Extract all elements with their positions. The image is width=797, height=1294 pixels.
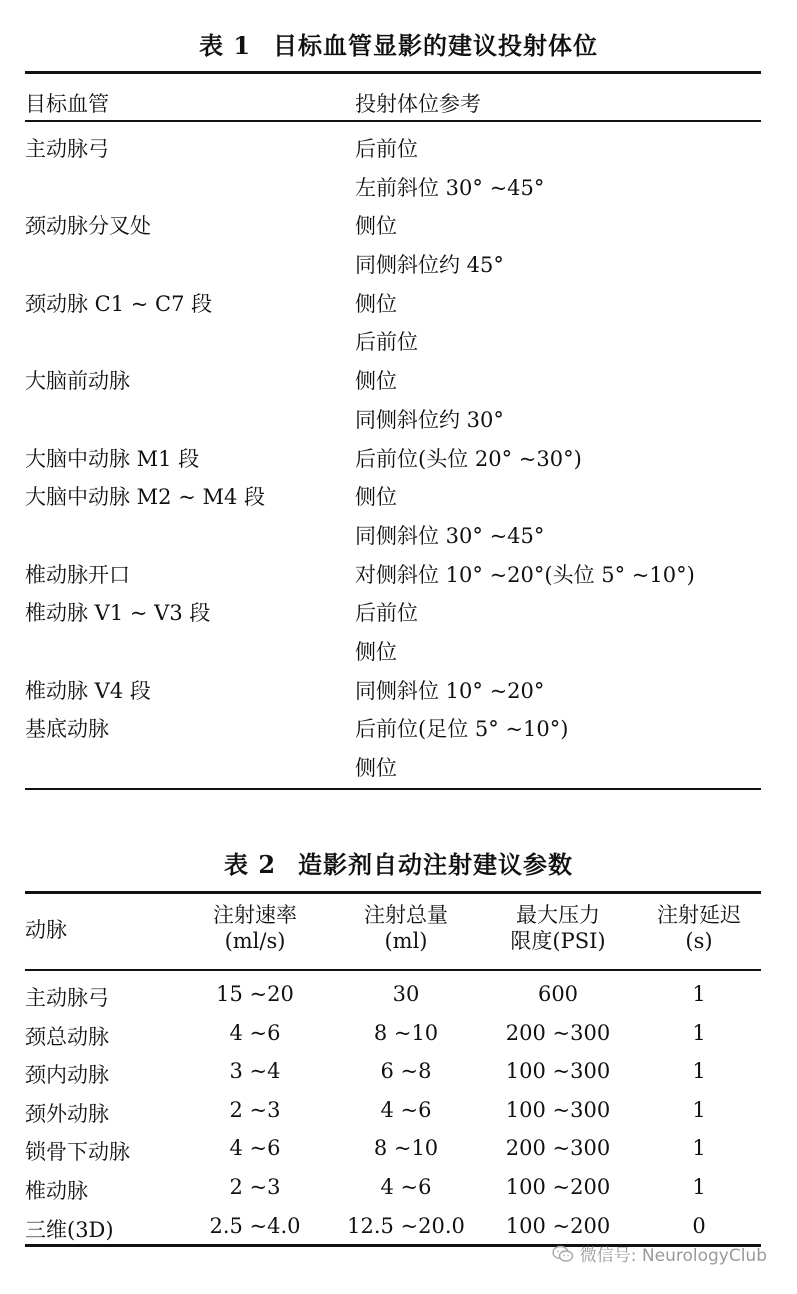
table2-header-rate xyxy=(190,902,320,954)
table2-cell-delay: 1 xyxy=(692,1020,706,1045)
table2-row xyxy=(25,1171,761,1210)
table2-cell-rate: 2.5 ~4.0 xyxy=(209,1213,301,1238)
table2-body xyxy=(25,978,761,1248)
table2-header-pressure-line2: 限度(PSI) xyxy=(510,929,606,953)
table1-header-projection: 投射体位参考 xyxy=(355,92,481,116)
table2-header-pressure-line1: 最大压力 xyxy=(516,903,600,927)
table2-cell-rate: 15 ~20 xyxy=(216,982,294,1006)
table1-row xyxy=(25,244,761,283)
table1-cell-vessel: 椎动脉 V1 ~ V3 段 xyxy=(25,601,211,626)
table1-top-rule xyxy=(25,71,761,74)
table1-cell-vessel: 椎动脉开口 xyxy=(25,562,130,587)
table2-cell-delay: 1 xyxy=(692,1174,706,1199)
watermark-text: 微信号: NeurologyClub xyxy=(579,1246,767,1266)
table1-cell-vessel: 颈动脉分叉处 xyxy=(25,214,151,239)
table1-cell-projection: 后前位 xyxy=(355,601,418,626)
table1-row xyxy=(25,167,761,206)
table2-cell-delay: 1 xyxy=(692,1136,706,1161)
table2-cell-artery: 主动脉弓 xyxy=(25,986,109,1010)
table2-cell-pressure: 200 ~300 xyxy=(505,1020,611,1045)
table1-cell-projection: 侧位 xyxy=(355,214,397,239)
table1-cell-projection: 侧位 xyxy=(355,291,397,316)
table1-cell-projection: 后前位 xyxy=(355,137,418,161)
table2-cell-pressure: 100 ~300 xyxy=(505,1097,611,1122)
table1-row xyxy=(25,360,761,399)
table2-cell-pressure: 100 ~200 xyxy=(505,1213,611,1238)
table2-cell-rate: 2 ~3 xyxy=(229,1097,281,1122)
table2-header-volume xyxy=(341,902,471,954)
table1-cell-projection: 对侧斜位 10° ~20°(头位 5° ~10°) xyxy=(355,562,695,587)
table2-header xyxy=(25,892,761,968)
table1-bottom-rule xyxy=(25,788,761,790)
table1-caption-number: 表 1 xyxy=(198,31,252,60)
table1-header-rule xyxy=(25,120,761,122)
table1-cell-projection: 左前斜位 30° ~45° xyxy=(355,175,545,200)
table2-cell-artery: 颈内动脉 xyxy=(25,1063,109,1088)
table2-cell-delay: 1 xyxy=(692,1097,706,1122)
table1-row xyxy=(25,670,761,709)
table1-row xyxy=(25,399,761,438)
table1-cell-projection: 后前位(足位 5° ~10°) xyxy=(355,717,569,742)
table2-row xyxy=(25,1094,761,1133)
table1-row xyxy=(25,747,761,786)
wechat-icon xyxy=(552,1245,574,1263)
table1-caption-title: 目标血管显影的建议投射体位 xyxy=(273,31,599,60)
table2-cell-rate: 4 ~6 xyxy=(229,1020,281,1045)
table2-header-delay xyxy=(637,902,761,954)
table2-header-rate-line2: (ml/s) xyxy=(224,929,286,953)
table1-cell-projection: 侧位 xyxy=(355,639,397,664)
table2-caption-title: 造影剂自动注射建议参数 xyxy=(298,850,574,879)
table2-row xyxy=(25,978,761,1017)
table2-cell-artery: 椎动脉 xyxy=(25,1178,88,1203)
table1-cell-projection: 同侧斜位 30° ~45° xyxy=(355,523,545,548)
table1-cell-vessel: 基底动脉 xyxy=(25,717,109,742)
table2-cell-artery: 颈总动脉 xyxy=(25,1024,109,1049)
table2-cell-volume: 4 ~6 xyxy=(380,1097,432,1122)
table2-cell-pressure: 100 ~200 xyxy=(505,1174,611,1199)
table1-cell-projection: 后前位(头位 20° ~30°) xyxy=(355,446,582,471)
table1-header xyxy=(25,80,761,120)
table1-cell-vessel: 大脑中动脉 M1 段 xyxy=(25,446,200,471)
table1-header-vessel: 目标血管 xyxy=(25,92,109,116)
table2-cell-volume: 30 xyxy=(392,982,420,1006)
table2-caption xyxy=(0,845,797,880)
table2-cell-artery: 锁骨下动脉 xyxy=(25,1140,130,1165)
table1-cell-projection: 同侧斜位 10° ~20° xyxy=(355,678,545,703)
table1-cell-vessel: 大脑前动脉 xyxy=(25,369,130,394)
table1-row xyxy=(25,592,761,631)
table2-row xyxy=(25,1017,761,1056)
table1-row xyxy=(25,283,761,322)
table2-cell-rate: 2 ~3 xyxy=(229,1174,281,1199)
table1-row xyxy=(25,128,761,167)
table2-cell-volume: 12.5 ~20.0 xyxy=(347,1213,465,1238)
table1-cell-vessel: 椎动脉 V4 段 xyxy=(25,678,151,703)
table1-row xyxy=(25,438,761,477)
table1-row xyxy=(25,708,761,747)
table2-header-rate-line1: 注射速率 xyxy=(213,903,297,927)
table1-cell-projection: 侧位 xyxy=(355,756,397,780)
table2-cell-volume: 8 ~10 xyxy=(373,1136,439,1161)
table1-row xyxy=(25,631,761,670)
table2-header-delay-line2: (s) xyxy=(685,929,713,953)
table2-cell-delay: 1 xyxy=(692,1059,706,1084)
table1-cell-projection: 后前位 xyxy=(355,330,418,355)
table2-row xyxy=(25,1055,761,1094)
table2-cell-pressure: 600 xyxy=(537,982,579,1006)
table1-row xyxy=(25,205,761,244)
table2-header-rule xyxy=(25,969,761,971)
table2-header-volume-line2: (ml) xyxy=(384,929,428,953)
table2-cell-pressure: 100 ~300 xyxy=(505,1059,611,1084)
table1-body xyxy=(25,128,761,786)
table1-caption xyxy=(0,26,797,61)
table1-row xyxy=(25,321,761,360)
table1-cell-projection: 同侧斜位约 30° xyxy=(355,407,504,432)
table2-cell-volume: 6 ~8 xyxy=(380,1059,432,1084)
table2-header-artery xyxy=(25,917,67,943)
table2-cell-artery: 三维(3D) xyxy=(25,1217,114,1242)
table2-cell-pressure: 200 ~300 xyxy=(505,1136,611,1161)
table2-cell-volume: 8 ~10 xyxy=(373,1020,439,1045)
table2-row xyxy=(25,1132,761,1171)
table2-cell-delay: 0 xyxy=(692,1213,706,1238)
table2-cell-rate: 4 ~6 xyxy=(229,1136,281,1161)
watermark xyxy=(552,1241,767,1266)
table2-cell-delay: 1 xyxy=(692,982,706,1006)
table1-row xyxy=(25,515,761,554)
table2-header-delay-line1: 注射延迟 xyxy=(657,903,741,927)
table2-cell-volume: 4 ~6 xyxy=(380,1174,432,1199)
table2-cell-artery: 颈外动脉 xyxy=(25,1101,109,1126)
table1-cell-vessel: 颈动脉 C1 ~ C7 段 xyxy=(25,291,213,316)
table2-header-volume-line1: 注射总量 xyxy=(364,903,448,927)
table1-cell-projection: 同侧斜位约 45° xyxy=(355,253,504,278)
table2-cell-rate: 3 ~4 xyxy=(229,1059,281,1084)
table1-row xyxy=(25,554,761,593)
table1-cell-vessel: 主动脉弓 xyxy=(25,137,109,161)
table2-caption-number: 表 2 xyxy=(223,850,277,879)
table1-cell-projection: 侧位 xyxy=(355,369,397,394)
table1-row xyxy=(25,476,761,515)
table2-header-artery-label: 动脉 xyxy=(25,918,67,942)
table1-cell-vessel: 大脑中动脉 M2 ~ M4 段 xyxy=(25,485,266,510)
table1-cell-projection: 侧位 xyxy=(355,485,397,510)
table2-header-pressure xyxy=(493,902,623,954)
